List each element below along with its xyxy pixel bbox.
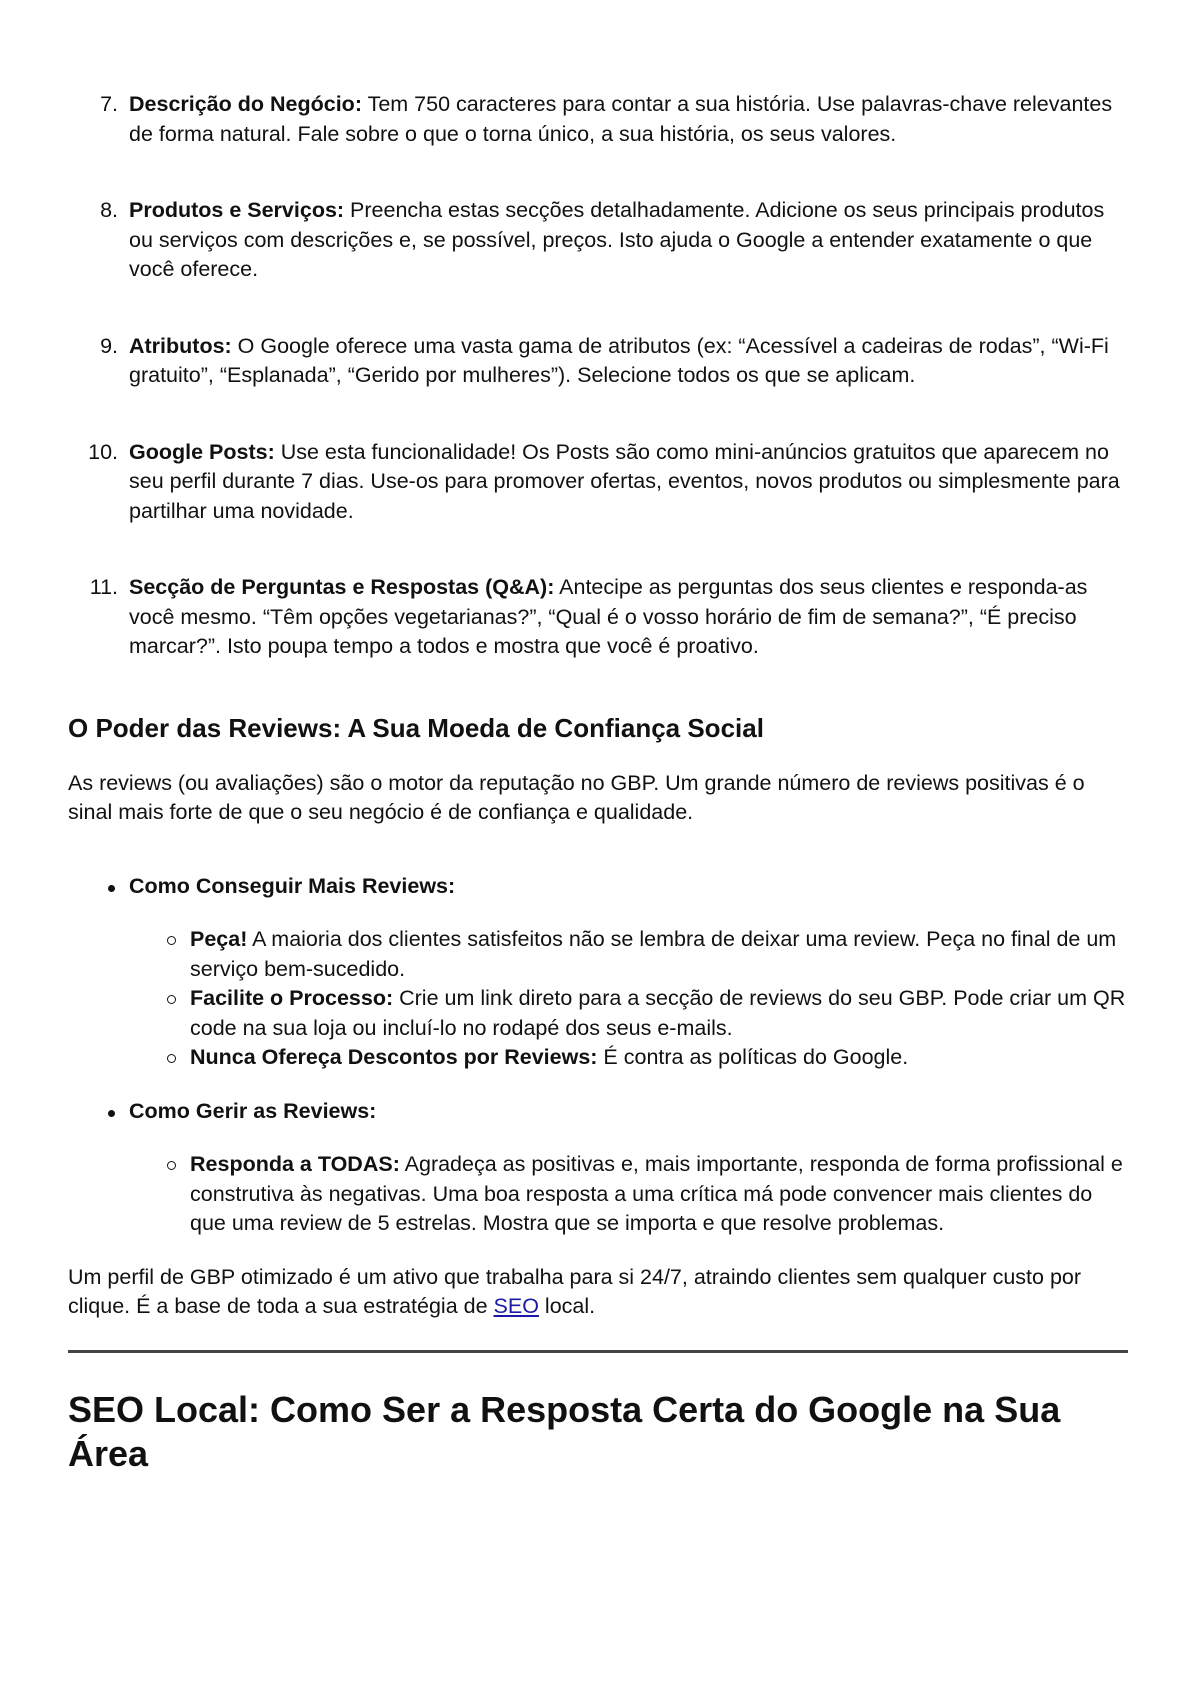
step-number: 10. [88,439,118,464]
section-title: SEO Local: Como Ser a Resposta Certa do Google na Sua Área [68,1388,1061,1474]
step-text: Preencha estas secções detalhadamente. Adicione os seus principais produtos ou serviços com descrições e, se possível, preços. Isto ajuda o Google a entender exatamente o que você oferece. [129,198,1105,281]
step-title: Descrição do Negócio: [129,92,362,116]
step-number: 7. [100,92,118,116]
subitem-title: Responda a TODAS: [190,1152,400,1176]
closing-paragraph [68,1263,1128,1322]
step-text: Antecipe as perguntas dos seus clientes e responda-as você mesmo. “Têm opções vegetarianas?”, “Qual é o vosso horário de fim de semana?”, “É preciso marcar?”. Isto poupa tempo a todos e mostra que você é proativo. [129,575,1088,658]
step-title: Google Posts: [129,439,275,464]
subitem-text: A maioria dos clientes satisfeitos não se lembra de deixar uma review. Peça no final de um serviço bem-sucedido. [190,927,1117,981]
bullet-circle-icon [167,1054,176,1063]
bullet-disc-icon [108,885,115,892]
group-title: Como Gerir as Reviews: [129,1098,377,1123]
step-title: Atributos: [129,333,232,358]
step-text: O Google oferece uma vasta gama de atributos (ex: “Acessível a cadeiras de rodas”, “Wi-Fi gratuito”, “Esplanada”, “Gerido por mulheres”). Selecione todos os que se aplicam. [129,333,1109,387]
reviews-subitem [129,1043,1128,1073]
reviews-intro: As reviews (ou avaliações) são o motor da reputação no GBP. Um grande número de reviews positivas é o sinal mais forte de que o seu negócio é de confiança e qualidade. [68,770,1085,824]
subitem-title: Peça! [190,927,248,951]
step-number: 9. [100,333,118,358]
reviews-group [68,872,1128,1073]
document-page [68,90,1128,1476]
step-title: Secção de Perguntas e Respostas (Q&A): [129,575,555,599]
step-title: Produtos e Serviços: [129,198,345,222]
step-number: 11. [89,575,118,599]
closing-text-end: local. [538,1294,596,1318]
step-text: Tem 750 caracteres para contar a sua história. Use palavras-chave relevantes de forma natural. Fale sobre o que o torna único, a sua história, os seus valores. [129,92,1113,146]
bullet-circle-icon [167,995,176,1004]
step-item [68,438,1128,527]
section-divider [68,1350,1128,1353]
reviews-subitem [129,925,1128,984]
step-item [68,332,1128,391]
subitem-title: Nunca Ofereça Descontos por Reviews: [190,1045,598,1069]
gbp-steps-list [68,90,1128,662]
group-title: Como Conseguir Mais Reviews: [129,873,456,898]
step-item [68,196,1128,285]
reviews-groups-list [68,872,1128,1239]
step-item [68,90,1128,149]
step-number: 8. [100,198,118,222]
bullet-circle-icon [167,1161,176,1170]
reviews-subitem [129,984,1128,1043]
subitem-title: Facilite o Processo: [190,986,394,1010]
reviews-subitems [129,925,1128,1073]
step-item [68,573,1128,662]
reviews-subitem [129,1150,1128,1239]
seo-link[interactable]: SEO [493,1294,539,1318]
closing-text: Um perfil de GBP otimizado é um ativo que trabalha para si 24/7, atraindo clientes sem qualquer custo por clique. É a base de toda a sua estratégia de [68,1264,1082,1318]
subitem-text: É contra as políticas do Google. [597,1045,909,1069]
subitem-text: Agradeça as positivas e, mais importante, responda de forma profissional e construtiva às negativas. Uma boa resposta a uma crítica má pode convencer mais clientes do que uma review de 5 estrelas. Mostra que se importa e que resolve problemas. [190,1152,1123,1235]
step-text: Use esta funcionalidade! Os Posts são como mini-anúncios gratuitos que aparecem no seu perfil durante 7 dias. Use-os para promover ofertas, eventos, novos produtos ou simplesmente para partilhar uma novidade. [129,439,1120,523]
subitem-text: Crie um link direto para a secção de reviews do seu GBP. Pode criar um QR code na sua loja ou incluí-lo no rodapé dos seus e-mails. [190,986,1126,1040]
reviews-group [68,1097,1128,1239]
bullet-circle-icon [167,936,176,945]
reviews-subitems [129,1150,1128,1239]
reviews-heading: O Poder das Reviews: A Sua Moeda de Confiança Social [68,712,764,743]
bullet-disc-icon [108,1110,115,1117]
